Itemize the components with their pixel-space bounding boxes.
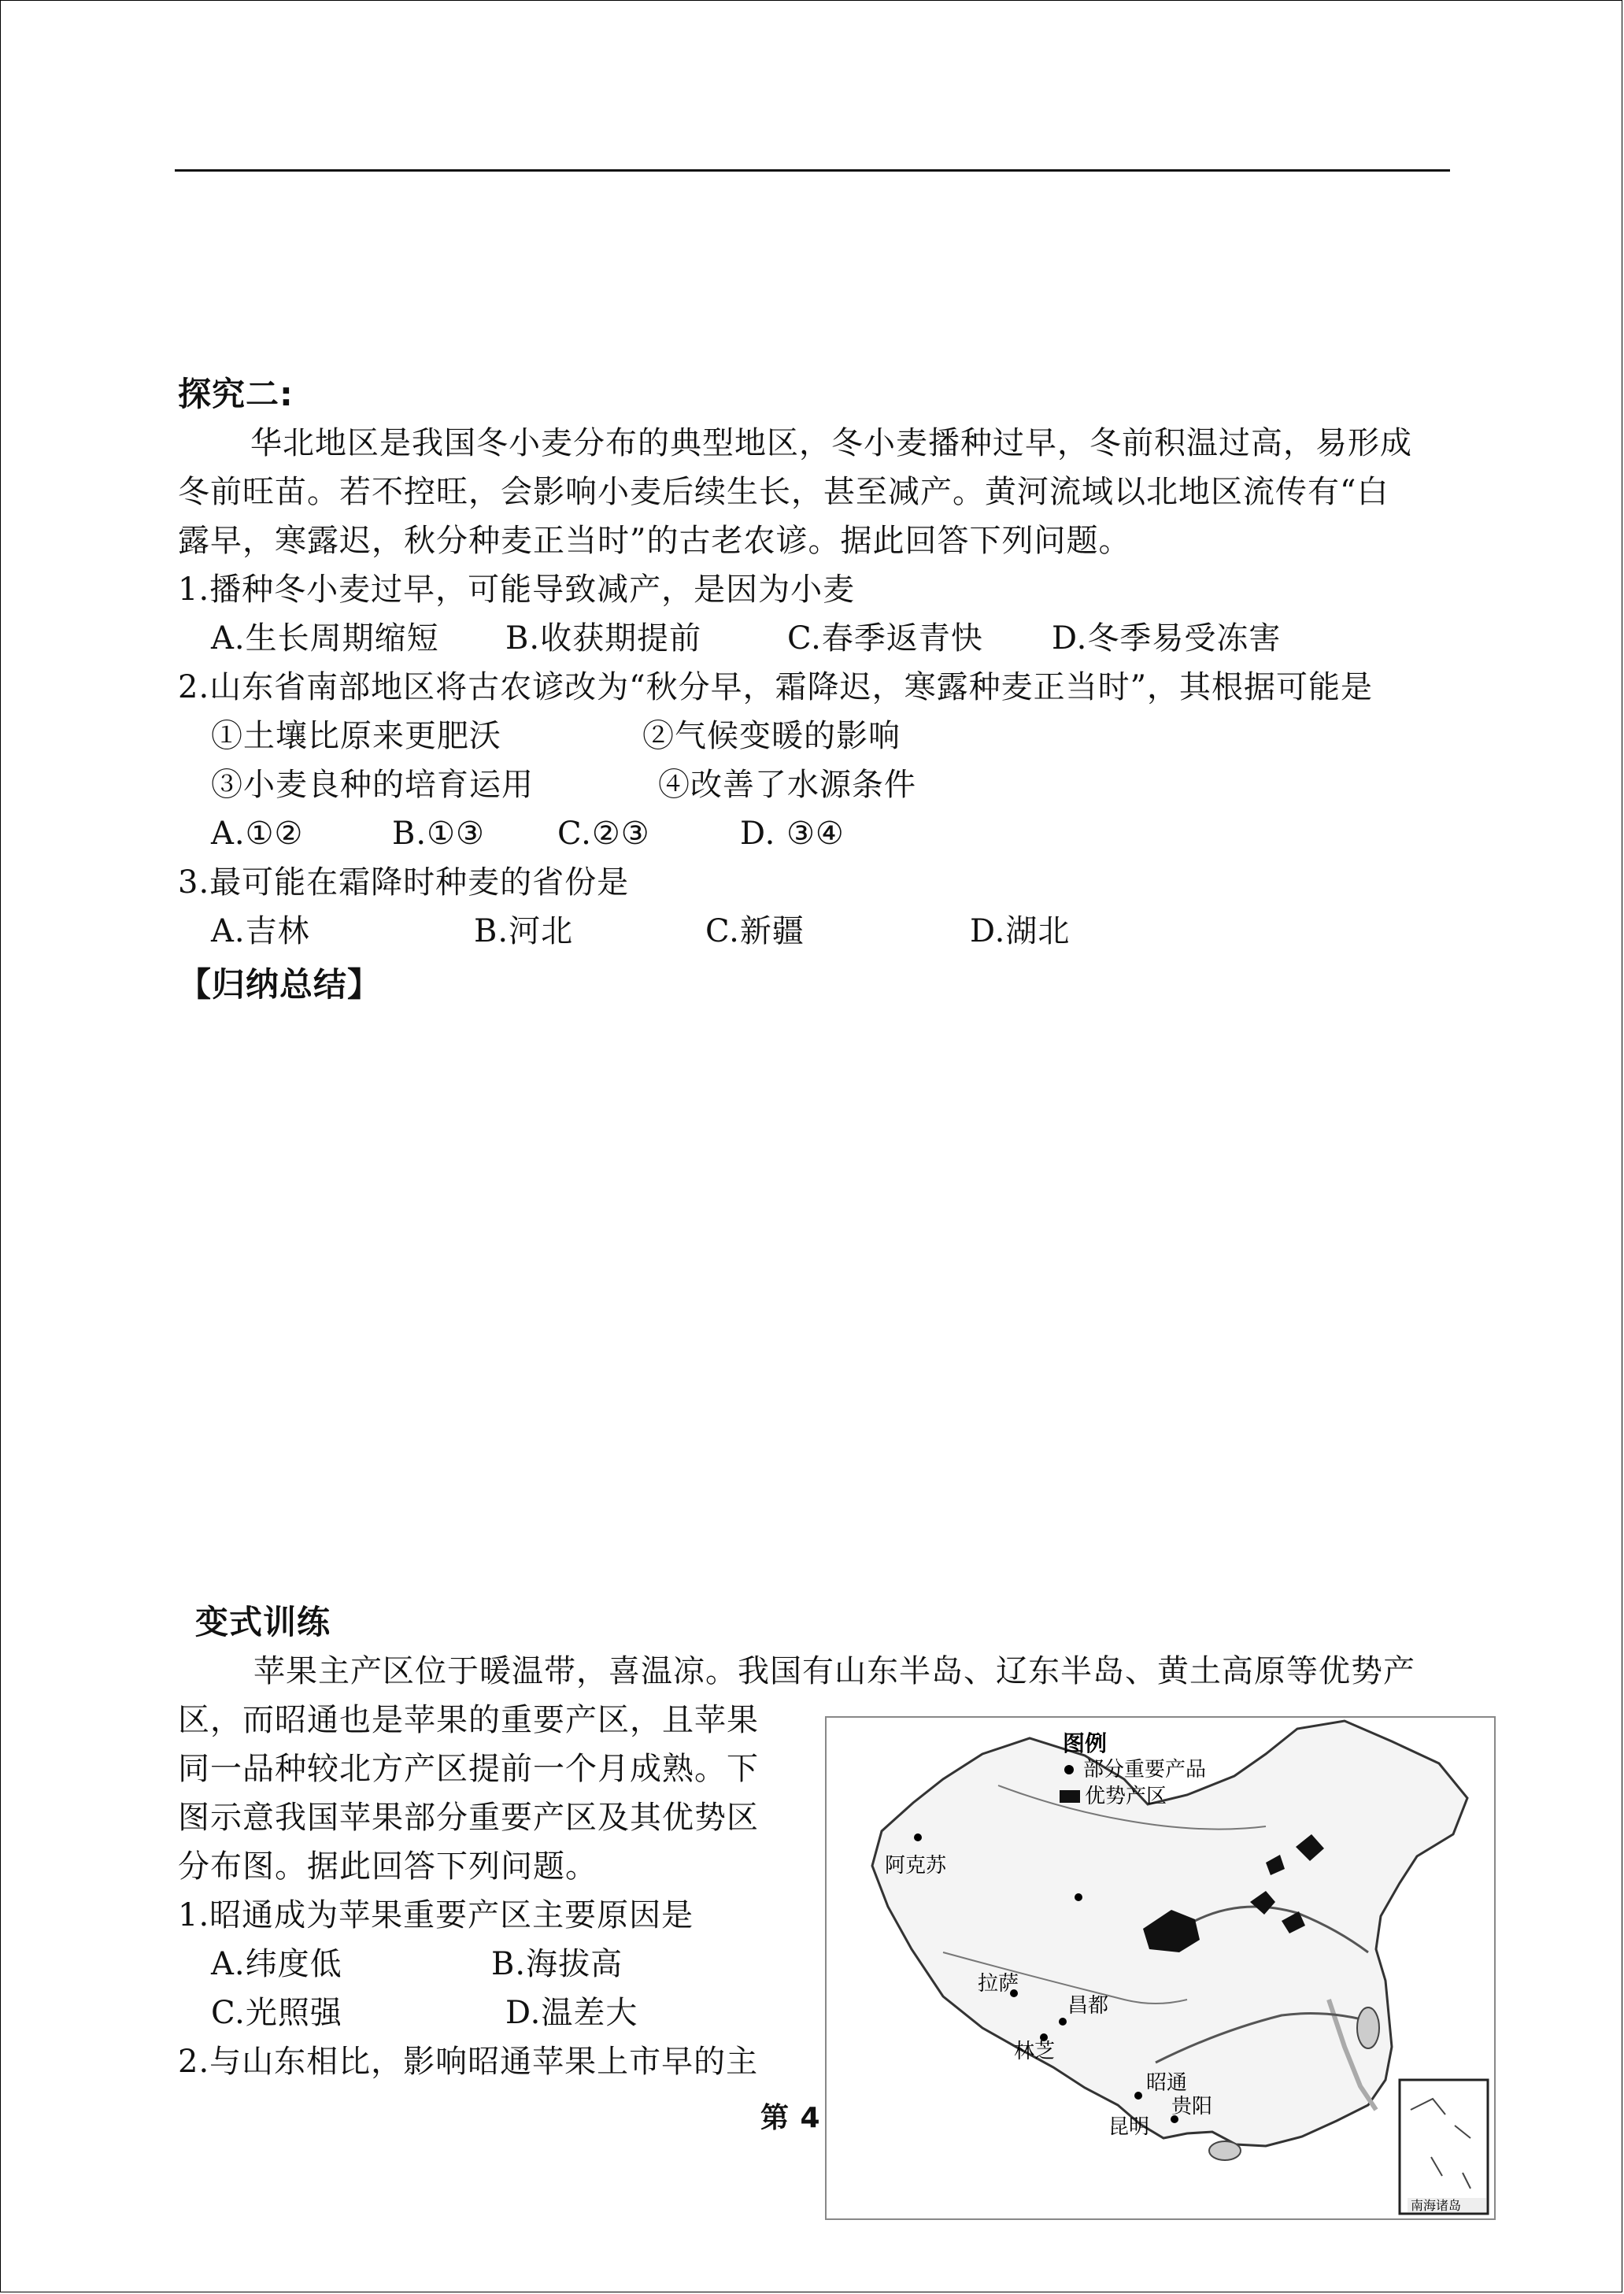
variant-q1-option-c: C.光照强 xyxy=(211,1995,342,2031)
variant-q1-option-a: A.纬度低 xyxy=(211,1946,342,1982)
variant-intro-line-4: 图示意我国苹果部分重要产区及其优势区 xyxy=(178,1800,759,1836)
variant-intro-line-5: 分布图。据此回答下列问题。 xyxy=(178,1848,597,1885)
label-south-sea: 南海诸岛 xyxy=(1411,2198,1462,2213)
q3-option-d: D.湖北 xyxy=(970,913,1071,949)
q3-option-a: A.吉林 xyxy=(211,913,310,949)
variant-heading: 变式训练 xyxy=(195,1603,331,1641)
q3-option-b: B.河北 xyxy=(474,913,574,949)
header-rule xyxy=(175,169,1450,172)
variant-q1-option-b: B.海拔高 xyxy=(491,1946,623,1982)
q2-item-3: ③小麦良种的培育运用 xyxy=(211,767,534,803)
q2-option-d: D. ③④ xyxy=(740,816,845,852)
variant-q2-stem: 2.与山东相比，影响昭通苹果上市早的主 xyxy=(178,2044,759,2080)
q2-stem: 2.山东省南部地区将古农谚改为“秋分早，霜降迟，寒露种麦正当时”，其根据可能是 xyxy=(178,669,1374,705)
q2-option-b: B.①③ xyxy=(392,816,485,852)
label-nyingchi: 林芝 xyxy=(1014,2040,1056,2063)
q3-stem: 3.最可能在霜降时种麦的省份是 xyxy=(178,864,630,901)
label-qamdo: 昌都 xyxy=(1067,1994,1109,2018)
dot-zhaotong xyxy=(1134,2092,1142,2100)
apple-region-map xyxy=(825,1716,1496,2220)
section2-intro-line-1: 华北地区是我国冬小麦分布的典型地区，冬小麦播种过早，冬前积温过高，易形成 xyxy=(250,425,1412,461)
dot-aksu xyxy=(914,1833,922,1841)
q2-item-4: ④改善了水源条件 xyxy=(658,767,916,803)
q2-option-a: A.①② xyxy=(211,816,304,852)
label-aksu: 阿克苏 xyxy=(885,1854,947,1878)
q3-option-c: C.新疆 xyxy=(705,913,805,949)
q1-option-a: A.生长周期缩短 xyxy=(211,620,439,657)
variant-intro-line-1: 苹果主产区位于暖温带，喜温凉。我国有山东半岛、辽东半岛、黄土高原等优势产 xyxy=(253,1653,1415,1689)
china-map-svg xyxy=(825,1716,1496,2220)
legend-area-icon xyxy=(1060,1790,1080,1803)
label-lhasa: 拉萨 xyxy=(978,1972,1019,1996)
legend-dot-icon xyxy=(1064,1765,1074,1774)
q2-item-1: ①土壤比原来更肥沃 xyxy=(211,718,501,754)
q1-option-b: B.收获期提前 xyxy=(505,620,702,657)
dot-qamdo xyxy=(1059,2018,1067,2026)
legend-area-label: 优势产区 xyxy=(1085,1785,1167,1808)
section2-intro-line-2: 冬前旺苗。若不控旺，会影响小麦后续生长，甚至减产。黄河流域以北地区流传有“白 xyxy=(178,474,1389,510)
variant-intro-line-3: 同一品种较北方产区提前一个月成熟。下 xyxy=(178,1751,759,1787)
section2-intro-line-3: 露早，寒露迟，秋分种麦正当时”的古老农谚。据此回答下列问题。 xyxy=(178,523,1131,559)
q2-option-c: C.②③ xyxy=(557,816,650,852)
variant-q1-option-d: D.温差大 xyxy=(505,1995,638,2031)
hainan-island xyxy=(1209,2141,1241,2160)
label-guiyang: 贵阳 xyxy=(1171,2095,1213,2118)
taiwan-island xyxy=(1357,2007,1379,2048)
page-number: 第 4 xyxy=(760,2102,821,2134)
q2-item-2: ②气候变暖的影响 xyxy=(642,718,901,754)
q1-stem: 1.播种冬小麦过早，可能导致减产，是因为小麦 xyxy=(178,572,856,608)
legend-title: 图例 xyxy=(1063,1730,1108,1756)
q1-option-c: C.春季返青快 xyxy=(787,620,983,657)
south-sea-inset xyxy=(1400,2080,1488,2214)
variant-q1-stem: 1.昭通成为苹果重要产区主要原因是 xyxy=(178,1897,694,1933)
q1-option-d: D.冬季易受冻害 xyxy=(1052,620,1282,657)
summary-heading: 【归纳总结】 xyxy=(178,965,382,1004)
label-kunming: 昆明 xyxy=(1108,2115,1150,2139)
dot-aksu-region xyxy=(1075,1893,1082,1901)
variant-intro-line-2: 区，而昭通也是苹果的重要产区，且苹果 xyxy=(178,1702,759,1738)
legend-dot-label: 部分重要产品 xyxy=(1083,1758,1207,1782)
section2-heading: 探究二: xyxy=(178,375,294,413)
label-zhaotong: 昭通 xyxy=(1146,2071,1188,2095)
